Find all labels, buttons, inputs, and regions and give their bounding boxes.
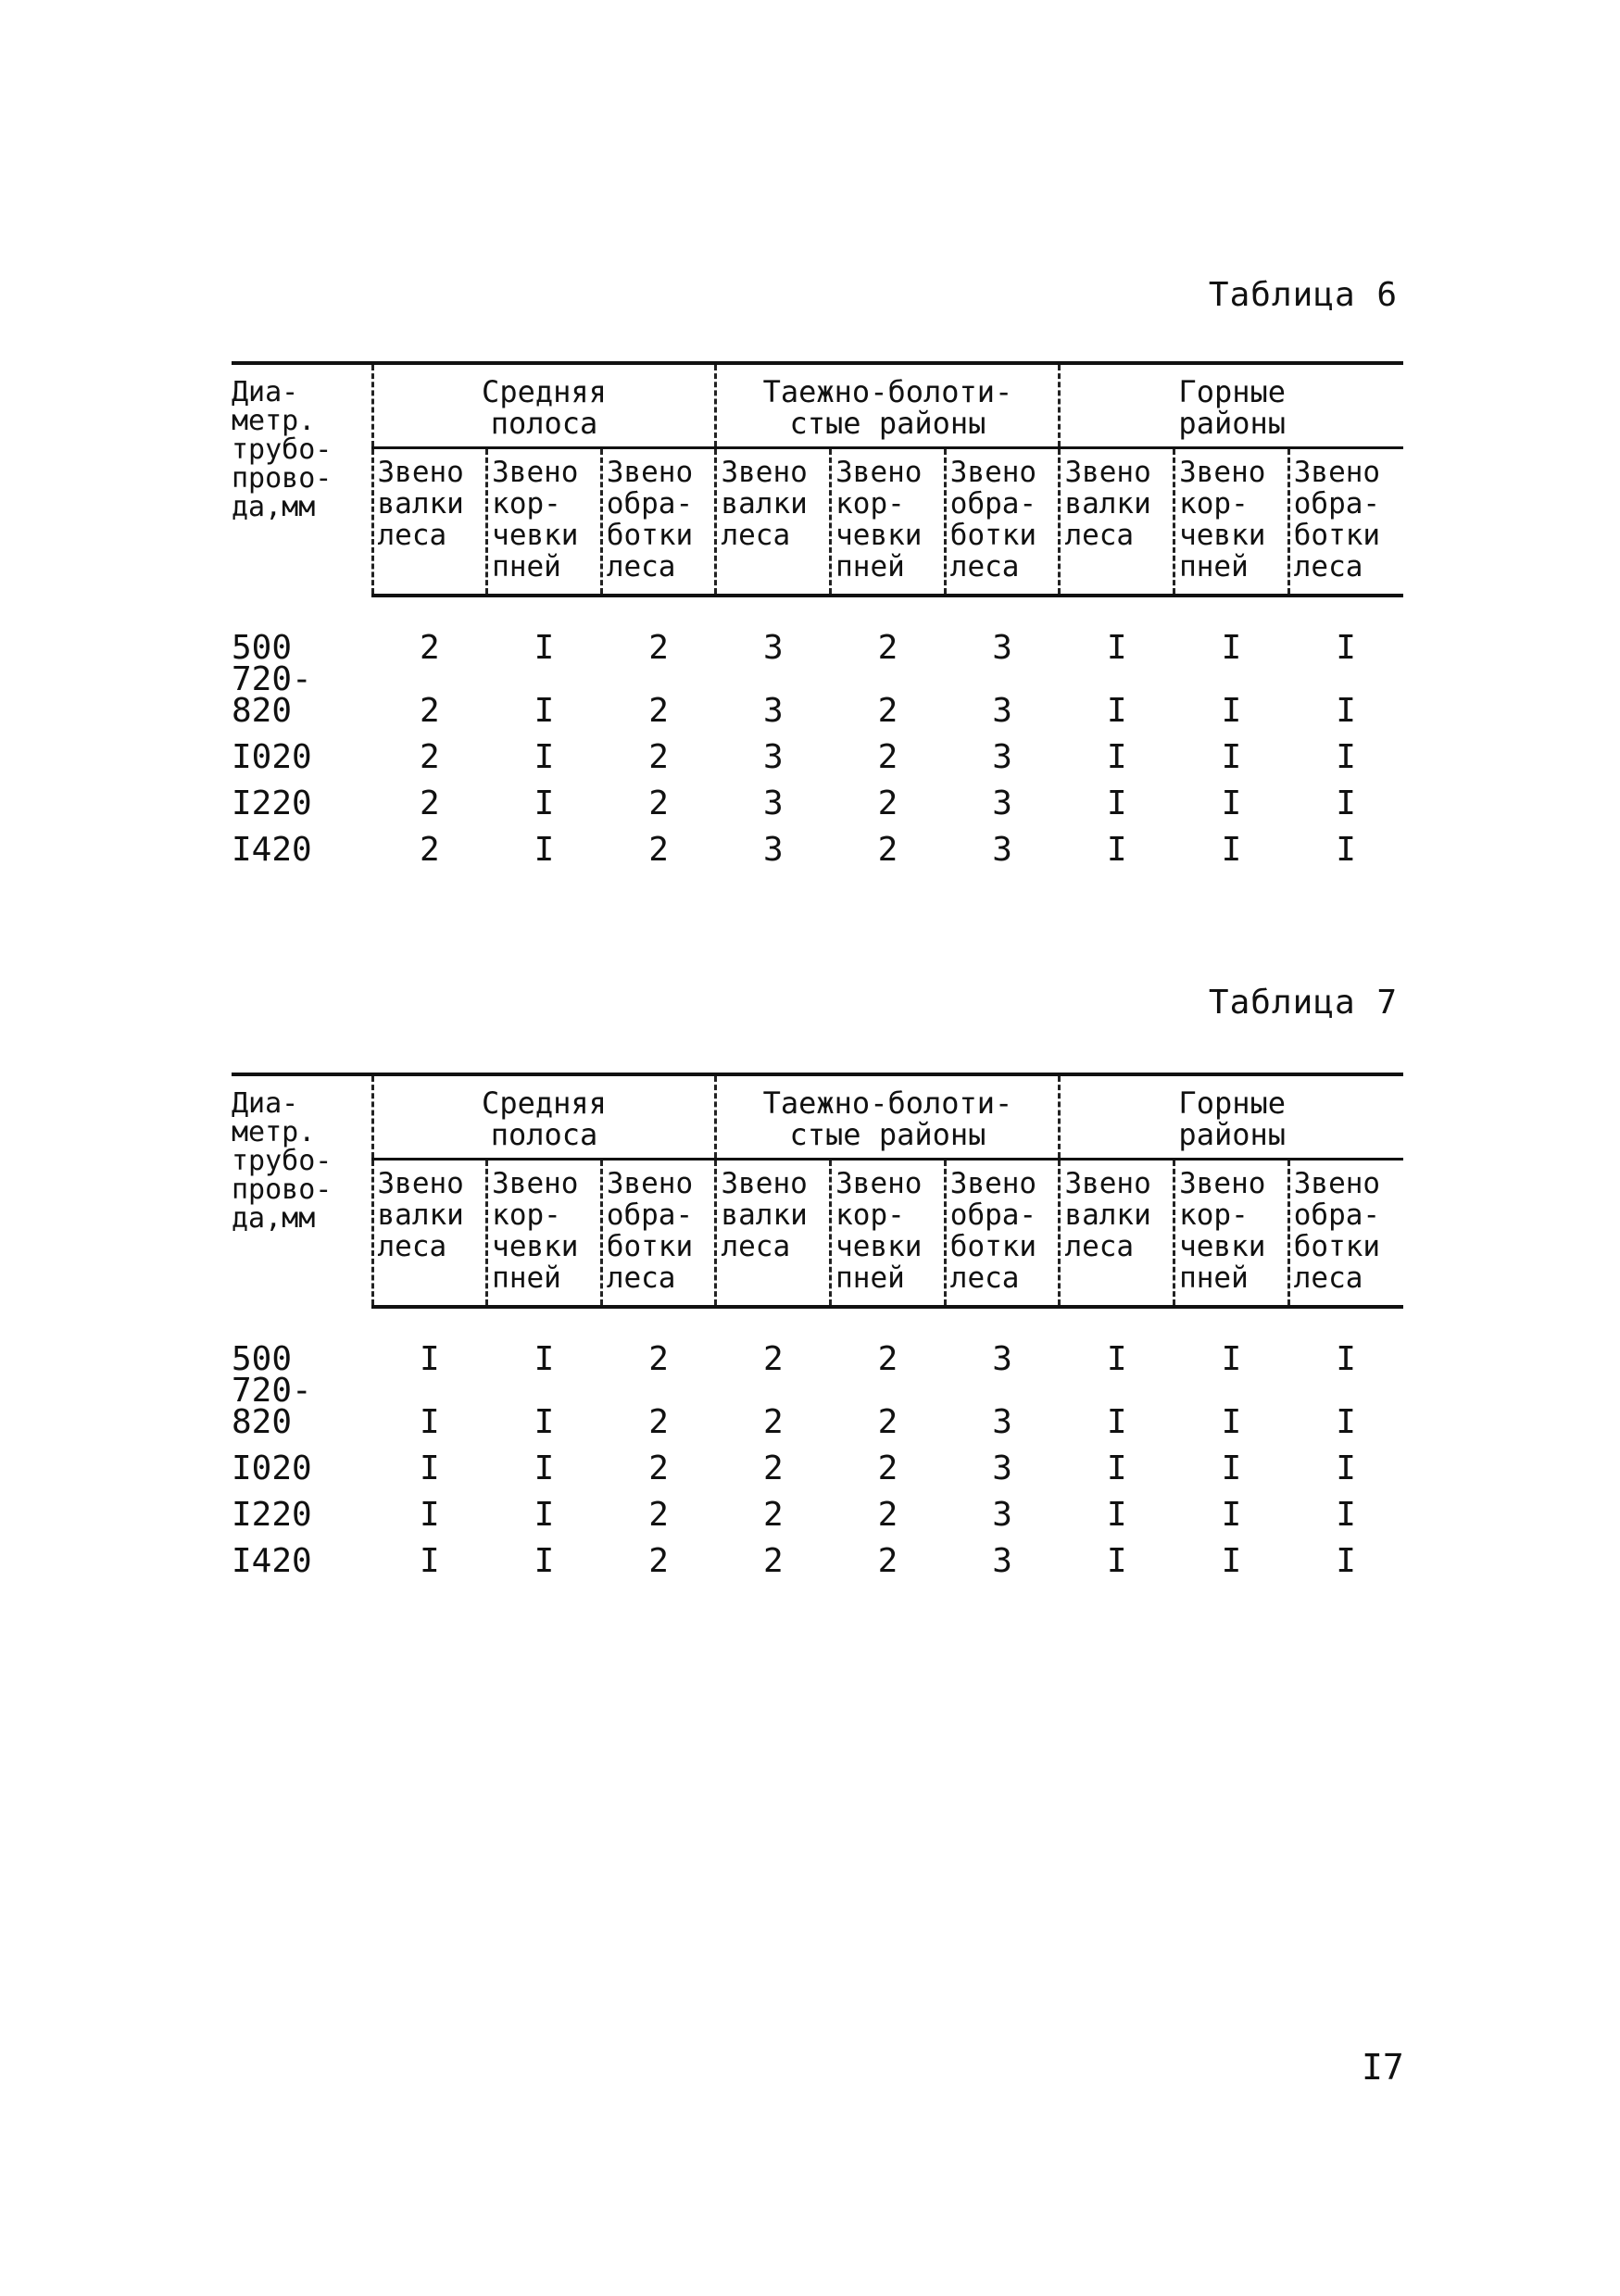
value-cell: 3 [992,692,1012,730]
value-cell: 2 [648,1340,669,1378]
value-cell: 3 [992,1449,1012,1487]
value-cell: 2 [877,1496,898,1534]
value-cell: I [1336,629,1356,667]
value-cell: 2 [877,784,898,822]
value-cell: I [419,1449,440,1487]
unit-column-header: Звено обра- ботки леса [601,1160,716,1308]
diameter-cell: I420 [232,1542,312,1580]
value-cell: 3 [992,629,1012,667]
value-cell: I [1336,1449,1356,1487]
value-cell: I [1221,629,1242,667]
value-cell: I [534,738,555,776]
table-6 [232,361,1403,869]
value-cell: I [1336,784,1356,822]
value-cell: I [534,629,555,667]
value-cell: I [1106,1542,1127,1580]
value-cell: 2 [877,1403,898,1441]
value-cell: 3 [992,1403,1012,1441]
unit-column-header: Звено кор- чевки пней [831,1160,946,1308]
value-cell: 3 [762,692,784,730]
value-cell: I [1336,1340,1356,1378]
value-cell: I [1336,1496,1356,1534]
diameter-cell: 500 [232,1340,293,1378]
region-group-header: Горные районы [1060,363,1403,448]
value-cell: I [1106,629,1127,667]
diameter-header: Диа- метр. трубо- прово- да,мм [232,363,372,596]
unit-column-header: Звено валки леса [372,448,487,596]
value-cell: I [1336,1542,1356,1580]
value-cell: 2 [762,1496,784,1534]
value-cell: I [419,1403,440,1441]
unit-column-header: Звено обра- ботки леса [601,448,716,596]
value-cell: 2 [648,738,669,776]
table-row [232,1485,1403,1531]
unit-column-header: Звено обра- ботки леса [945,448,1060,596]
value-cell: I [534,1449,555,1487]
region-group-header: Горные районы [1060,1074,1403,1160]
value-cell: 2 [419,784,440,822]
value-cell: 2 [762,1449,784,1487]
value-cell: I [534,1542,555,1580]
value-cell: I [1221,1340,1242,1378]
value-cell: I [534,1496,555,1534]
value-cell: I [1221,1542,1242,1580]
value-cell: I [419,1542,440,1580]
value-cell: 3 [762,831,784,869]
table-row [232,1307,1403,1375]
value-cell: 2 [648,784,669,822]
value-cell: I [1106,692,1127,730]
value-cell: I [1221,1496,1242,1534]
unit-column-header: Звено валки леса [1060,1160,1174,1308]
value-cell: 2 [762,1403,784,1441]
value-cell: I [1221,1403,1242,1441]
value-cell: I [1106,1340,1127,1378]
value-cell: 2 [648,831,669,869]
value-cell: 2 [762,1340,784,1378]
value-cell: I [1106,1403,1127,1441]
value-cell: I [1221,831,1242,869]
unit-column-header: Звено кор- чевки пней [487,1160,602,1308]
value-cell: I [1221,738,1242,776]
value-cell: 2 [648,1403,669,1441]
value-cell: I [1106,1496,1127,1534]
value-cell: I [534,1403,555,1441]
value-cell: 2 [419,738,440,776]
table-row [232,1438,1403,1485]
table-7 [232,1073,1403,1580]
region-group-header: Таежно-болоти- стые районы [716,363,1060,448]
value-cell: I [1106,784,1127,822]
unit-column-header: Звено валки леса [372,1160,487,1308]
table-row [232,1375,1403,1438]
value-cell: 2 [648,629,669,667]
unit-column-header: Звено валки леса [1060,448,1174,596]
value-cell: 3 [992,784,1012,822]
unit-column-header: Звено обра- ботки леса [1288,448,1403,596]
value-cell: I [1336,1403,1356,1441]
diameter-cell: I220 [232,784,312,822]
diameter-header: Диа- метр. трубо- прово- да,мм [232,1074,372,1307]
diameter-cell: 500 [232,629,293,667]
value-cell: 3 [992,738,1012,776]
value-cell: 2 [419,692,440,730]
value-cell: I [1336,831,1356,869]
value-cell: 2 [877,738,898,776]
value-cell: I [1106,738,1127,776]
value-cell: 2 [762,1542,784,1580]
value-cell: 2 [877,1542,898,1580]
value-cell: I [1221,692,1242,730]
region-group-header: Таежно-болоти- стые районы [716,1074,1060,1160]
table-7-caption: Таблица 7 [1208,984,1398,1022]
value-cell: I [534,784,555,822]
value-cell: 2 [877,831,898,869]
value-cell: I [1336,692,1356,730]
value-cell: I [419,1340,440,1378]
value-cell: I [534,692,555,730]
unit-column-header: Звено обра- ботки леса [1288,1160,1403,1308]
value-cell: 3 [762,629,784,667]
value-cell: I [534,1340,555,1378]
value-cell: I [1221,1449,1242,1487]
diameter-cell: 720- 820 [232,660,312,730]
value-cell: 2 [419,629,440,667]
diameter-cell: I020 [232,1449,312,1487]
value-cell: I [1106,831,1127,869]
table-row [232,773,1403,820]
value-cell: 2 [648,1542,669,1580]
value-cell: 2 [877,692,898,730]
value-cell: 2 [648,1449,669,1487]
table-row [232,664,1403,727]
value-cell: I [419,1496,440,1534]
unit-column-header: Звено кор- чевки пней [1174,448,1289,596]
page-number: I7 [1362,2047,1404,2088]
unit-column-header: Звено валки леса [716,1160,831,1308]
value-cell: 3 [992,1340,1012,1378]
table-row [232,820,1403,866]
value-cell: 2 [648,1496,669,1534]
value-cell: I [1106,1449,1127,1487]
value-cell: I [1336,738,1356,776]
unit-column-header: Звено кор- чевки пней [487,448,602,596]
unit-column-header: Звено обра- ботки леса [945,1160,1060,1308]
value-cell: 2 [877,1340,898,1378]
diameter-cell: I020 [232,738,312,776]
value-cell: 2 [877,1449,898,1487]
unit-column-header: Звено кор- чевки пней [1174,1160,1289,1308]
value-cell: 3 [762,738,784,776]
value-cell: 2 [877,629,898,667]
table-row [232,1531,1403,1577]
value-cell: 3 [762,784,784,822]
diameter-cell: I420 [232,831,312,869]
unit-column-header: Звено кор- чевки пней [831,448,946,596]
table-row [232,727,1403,773]
value-cell: 2 [648,692,669,730]
diameter-cell: 720- 820 [232,1372,312,1441]
value-cell: 3 [992,1542,1012,1580]
value-cell: I [1221,784,1242,822]
unit-column-header: Звено валки леса [716,448,831,596]
region-group-header: Средняя полоса [372,363,716,448]
table-row [232,596,1403,664]
value-cell: 2 [419,831,440,869]
value-cell: 3 [992,831,1012,869]
table-6-caption: Таблица 6 [1208,276,1398,314]
diameter-cell: I220 [232,1496,312,1534]
value-cell: 3 [992,1496,1012,1534]
value-cell: I [534,831,555,869]
region-group-header: Средняя полоса [372,1074,716,1160]
